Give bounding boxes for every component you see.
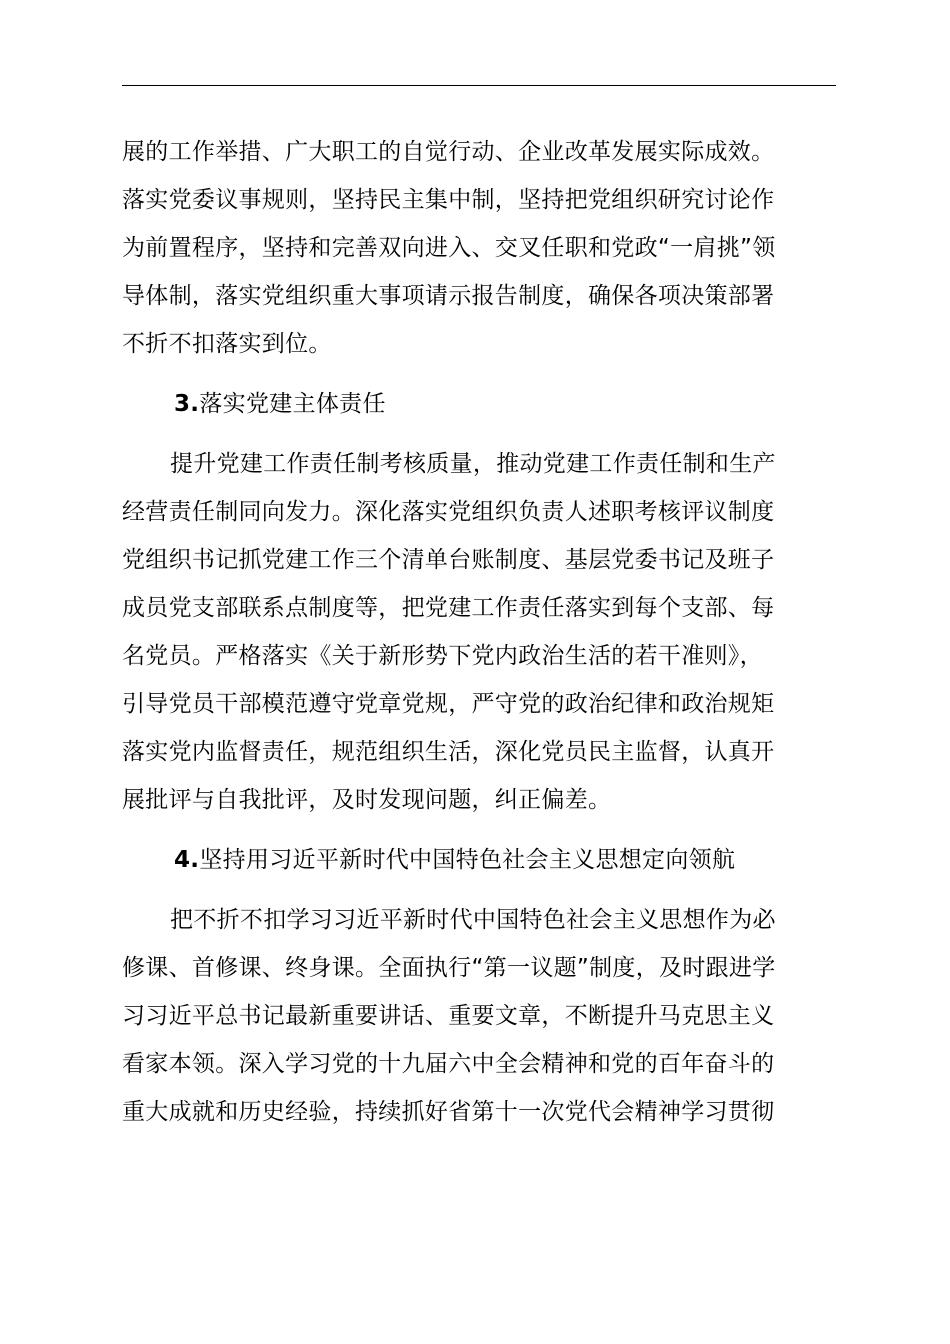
header-rule bbox=[122, 85, 836, 86]
text-line: 重大成就和历史经验，持续抓好省第十一次党代会精神学习贯彻 bbox=[122, 1099, 775, 1125]
section-title: 坚持用习近平新时代中国特色社会主义思想定向领航 bbox=[199, 847, 736, 873]
text-line: 习习近平总书记最新重要讲话、重要文章，不断提升马克思主义 bbox=[122, 1003, 775, 1029]
text-line: 导体制，落实党组织重大事项请示报告制度，确保各项决策部署 bbox=[122, 283, 775, 309]
text-line: 党组织书记抓党建工作三个清单台账制度、基层党委书记及班子 bbox=[122, 547, 775, 573]
text-line: 经营责任制同向发力。深化落实党组织负责人述职考核评议制度 bbox=[122, 499, 775, 525]
section-number: 4. bbox=[174, 847, 200, 873]
section-number: 3. bbox=[174, 391, 200, 417]
paragraph-3 bbox=[122, 440, 838, 824]
section-title: 落实党建主体责任 bbox=[199, 391, 386, 417]
text-line: 落实党内监督责任，规范组织生活，深化党员民主监督，认真开 bbox=[122, 739, 775, 765]
text-line: 展批评与自我批评，及时发现问题，纠正偏差。 bbox=[122, 787, 612, 813]
text-line: 看家本领。深入学习党的十九届六中全会精神和党的百年奋斗的 bbox=[122, 1051, 775, 1077]
text-line: 为前置程序，坚持和完善双向进入、交叉任职和党政“一肩挑”领 bbox=[122, 235, 776, 261]
text-line: 成员党支部联系点制度等，把党建工作责任落实到每个支部、每 bbox=[122, 595, 775, 621]
text-line: 提升党建工作责任制考核质量，推动党建工作责任制和生产 bbox=[170, 451, 776, 477]
text-line: 修课、首修课、终身课。全面执行“第一议题”制度，及时跟进学 bbox=[122, 955, 776, 981]
section-heading-3 bbox=[122, 380, 838, 428]
text-line: 落实党委议事规则，坚持民主集中制，坚持把党组织研究讨论作 bbox=[122, 187, 775, 213]
section-heading-4 bbox=[122, 836, 838, 884]
text-line: 把不折不扣学习习近平新时代中国特色社会主义思想作为必 bbox=[170, 907, 776, 933]
text-line: 引导党员干部模范遵守党章党规，严守党的政治纪律和政治规矩 bbox=[122, 691, 775, 717]
text-line: 展的工作举措、广大职工的自觉行动、企业改革发展实际成效。 bbox=[122, 139, 775, 165]
text-line: 名党员。严格落实《关于新形势下党内政治生活的若干准则》， bbox=[122, 643, 763, 669]
paragraph-1 bbox=[122, 128, 838, 368]
paragraph-4 bbox=[122, 896, 838, 1136]
text-line: 不折不扣落实到位。 bbox=[122, 331, 332, 357]
document-body bbox=[122, 128, 838, 1136]
